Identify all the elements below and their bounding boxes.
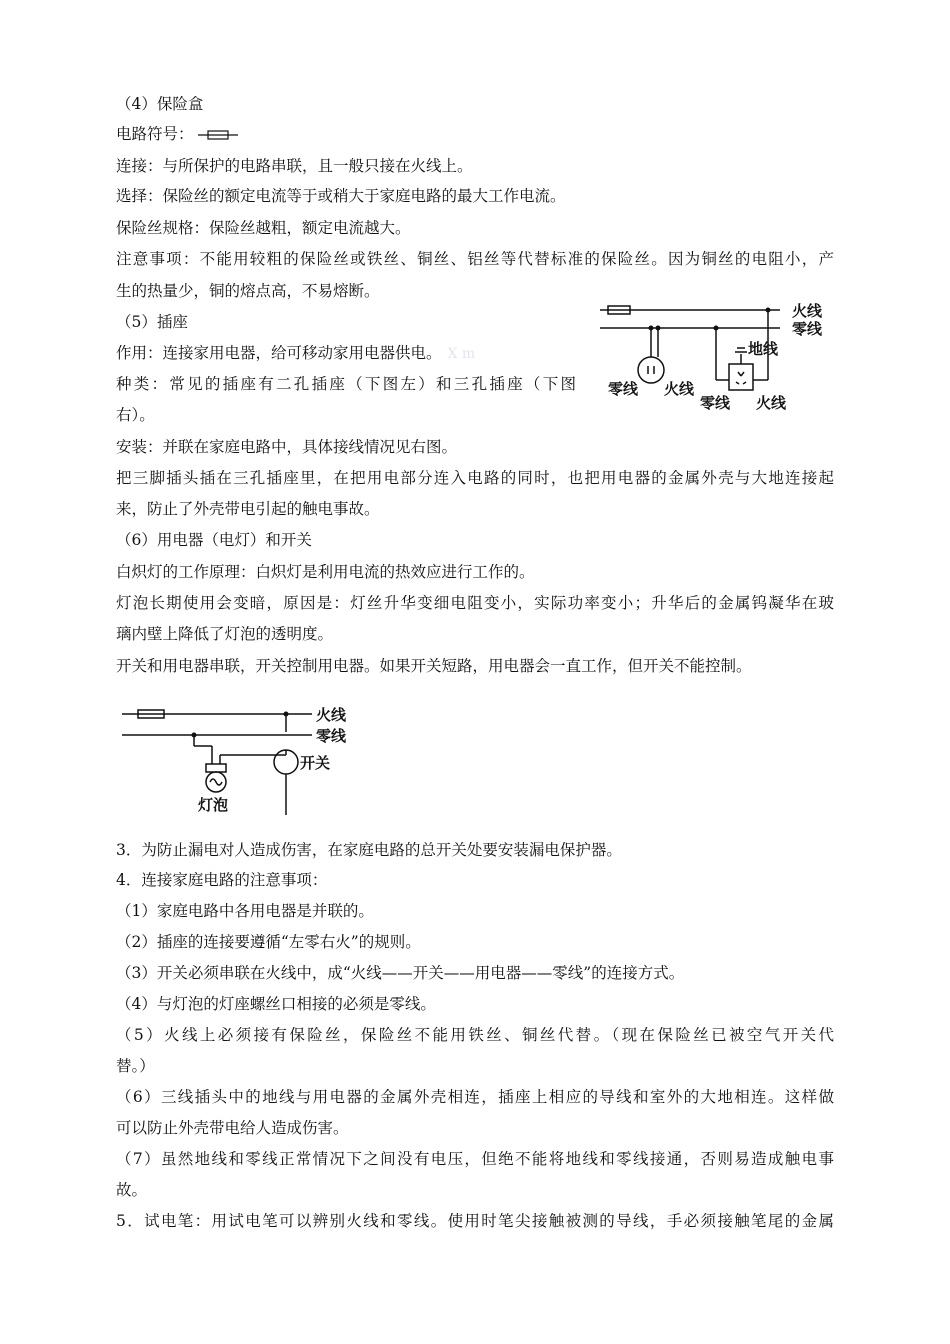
socket-wiring-diagram bbox=[596, 296, 836, 420]
socket-types-text-2: 右）。 bbox=[116, 406, 155, 424]
fuse-notes-text-1: 注意事项：不能用较粗的保险丝或铁丝、铜丝、铝丝等代替标准的保险丝。因为铜丝的电阻小，产 bbox=[116, 250, 834, 268]
wiring-note-7-1: （7）虽然地线和零线正常情况下之间没有电压，但绝不能将地线和零线接通，否则易造成触电事 bbox=[116, 1150, 834, 1168]
three-pin-neutral-label: 零线 bbox=[700, 394, 731, 412]
socket-ground-label: 地线 bbox=[748, 340, 779, 358]
socket-types-text-1: 种类：常见的插座有二孔插座（下图左）和三孔插座（下图 bbox=[116, 375, 576, 393]
wiring-note-5-1: （5）火线上必须接有保险丝，保险丝不能用铁丝、铜丝代替。（现在保险丝已被空气开关代 bbox=[116, 1026, 834, 1044]
heading-fuse-box: （4）保险盒 bbox=[116, 95, 204, 113]
socket-install-text: 安装：并联在家庭电路中，具体接线情况见右图。 bbox=[116, 438, 458, 456]
fuse-spec-text: 保险丝规格：保险丝越粗，额定电流越大。 bbox=[116, 219, 411, 237]
wiring-note-4: （4）与灯泡的灯座螺丝口相接的必须是零线。 bbox=[116, 995, 436, 1013]
watermark-text: X m bbox=[447, 346, 476, 362]
fuse-notes-text-2: 生的热量少，铜的熔点高，不易熔断。 bbox=[116, 282, 380, 300]
switch-series-text: 开关和用电器串联，开关控制用电器。如果开关短路，用电器会一直工作，但开关不能控制。 bbox=[116, 657, 752, 675]
lamp-switch-diagram bbox=[116, 700, 366, 820]
wiring-note-3: （3）开关必须串联在火线中，成“火线——开关——用电器——零线”的连接方式。 bbox=[116, 964, 685, 982]
wiring-note-5-2: 替。） bbox=[116, 1057, 155, 1075]
wiring-note-6-2: 可以防止外壳带电给人造成伤害。 bbox=[116, 1119, 349, 1137]
lamp-neutral-label: 零线 bbox=[316, 727, 347, 745]
three-pin-text-2: 来，防止了外壳带电引起的触电事故。 bbox=[116, 500, 380, 518]
two-pin-live-label: 火线 bbox=[664, 380, 695, 398]
socket-function-text: 作用：连接家用电器，给可移动家用电器供电。 X m bbox=[116, 344, 476, 362]
wiring-note-6-1: （6）三线插头中的地线与用电器的金属外壳相连，插座上相应的导线和室外的大地相连。这样做 bbox=[116, 1088, 834, 1106]
heading-socket: （5）插座 bbox=[116, 313, 188, 331]
fuse-symbol-label: 电路符号： bbox=[116, 125, 194, 143]
switch-label: 开关 bbox=[300, 754, 331, 772]
bulb-dim-text-1: 灯泡长期使用会变暗，原因是：灯丝升华变细电阻变小，实际功率变小；升华后的金属钨凝华在玻 bbox=[116, 594, 834, 612]
socket-neutral-label: 零线 bbox=[792, 320, 823, 338]
three-pin-text-1: 把三脚插头插在三孔插座里，在把用电部分连入电路的同时，也把用电器的金属外壳与大地连接起 bbox=[116, 469, 834, 487]
fuse-symbol-icon bbox=[198, 129, 238, 141]
fuse-symbol-line bbox=[116, 124, 238, 144]
socket-live-label: 火线 bbox=[792, 302, 823, 320]
two-pin-neutral-label: 零线 bbox=[608, 380, 639, 398]
incandescent-text: 白炽灯的工作原理：白炽灯是利用电流的热效应进行工作的。 bbox=[116, 563, 535, 581]
bulb-label: 灯泡 bbox=[198, 796, 229, 814]
heading-appliance-switch: （6）用电器（电灯）和开关 bbox=[116, 531, 312, 549]
wiring-note-2: （2）插座的连接要遵循“左零右火”的规则。 bbox=[116, 933, 421, 951]
wiring-note-7-2: 故。 bbox=[116, 1181, 148, 1199]
wiring-notes-heading: 4．连接家庭电路的注意事项： bbox=[116, 871, 328, 889]
fuse-selection-text: 选择：保险丝的额定电流等于或稍大于家庭电路的最大工作电流。 bbox=[116, 187, 566, 205]
test-pen-text: 5．试电笔：用试电笔可以辨别火线和零线。使用时笔尖接触被测的导线，手必须接触笔尾的金属 bbox=[116, 1212, 834, 1230]
wiring-note-1: （1）家庭电路中各用电器是并联的。 bbox=[116, 902, 374, 920]
bulb-dim-text-2: 璃内壁上降低了灯泡的透明度。 bbox=[116, 625, 334, 643]
three-pin-live-label: 火线 bbox=[756, 394, 787, 412]
lamp-live-label: 火线 bbox=[316, 706, 347, 724]
leakage-protector-text: 3．为防止漏电对人造成伤害，在家庭电路的总开关处要安装漏电保护器。 bbox=[116, 841, 622, 859]
fuse-connection-text: 连接：与所保护的电路串联，且一般只接在火线上。 bbox=[116, 157, 473, 175]
